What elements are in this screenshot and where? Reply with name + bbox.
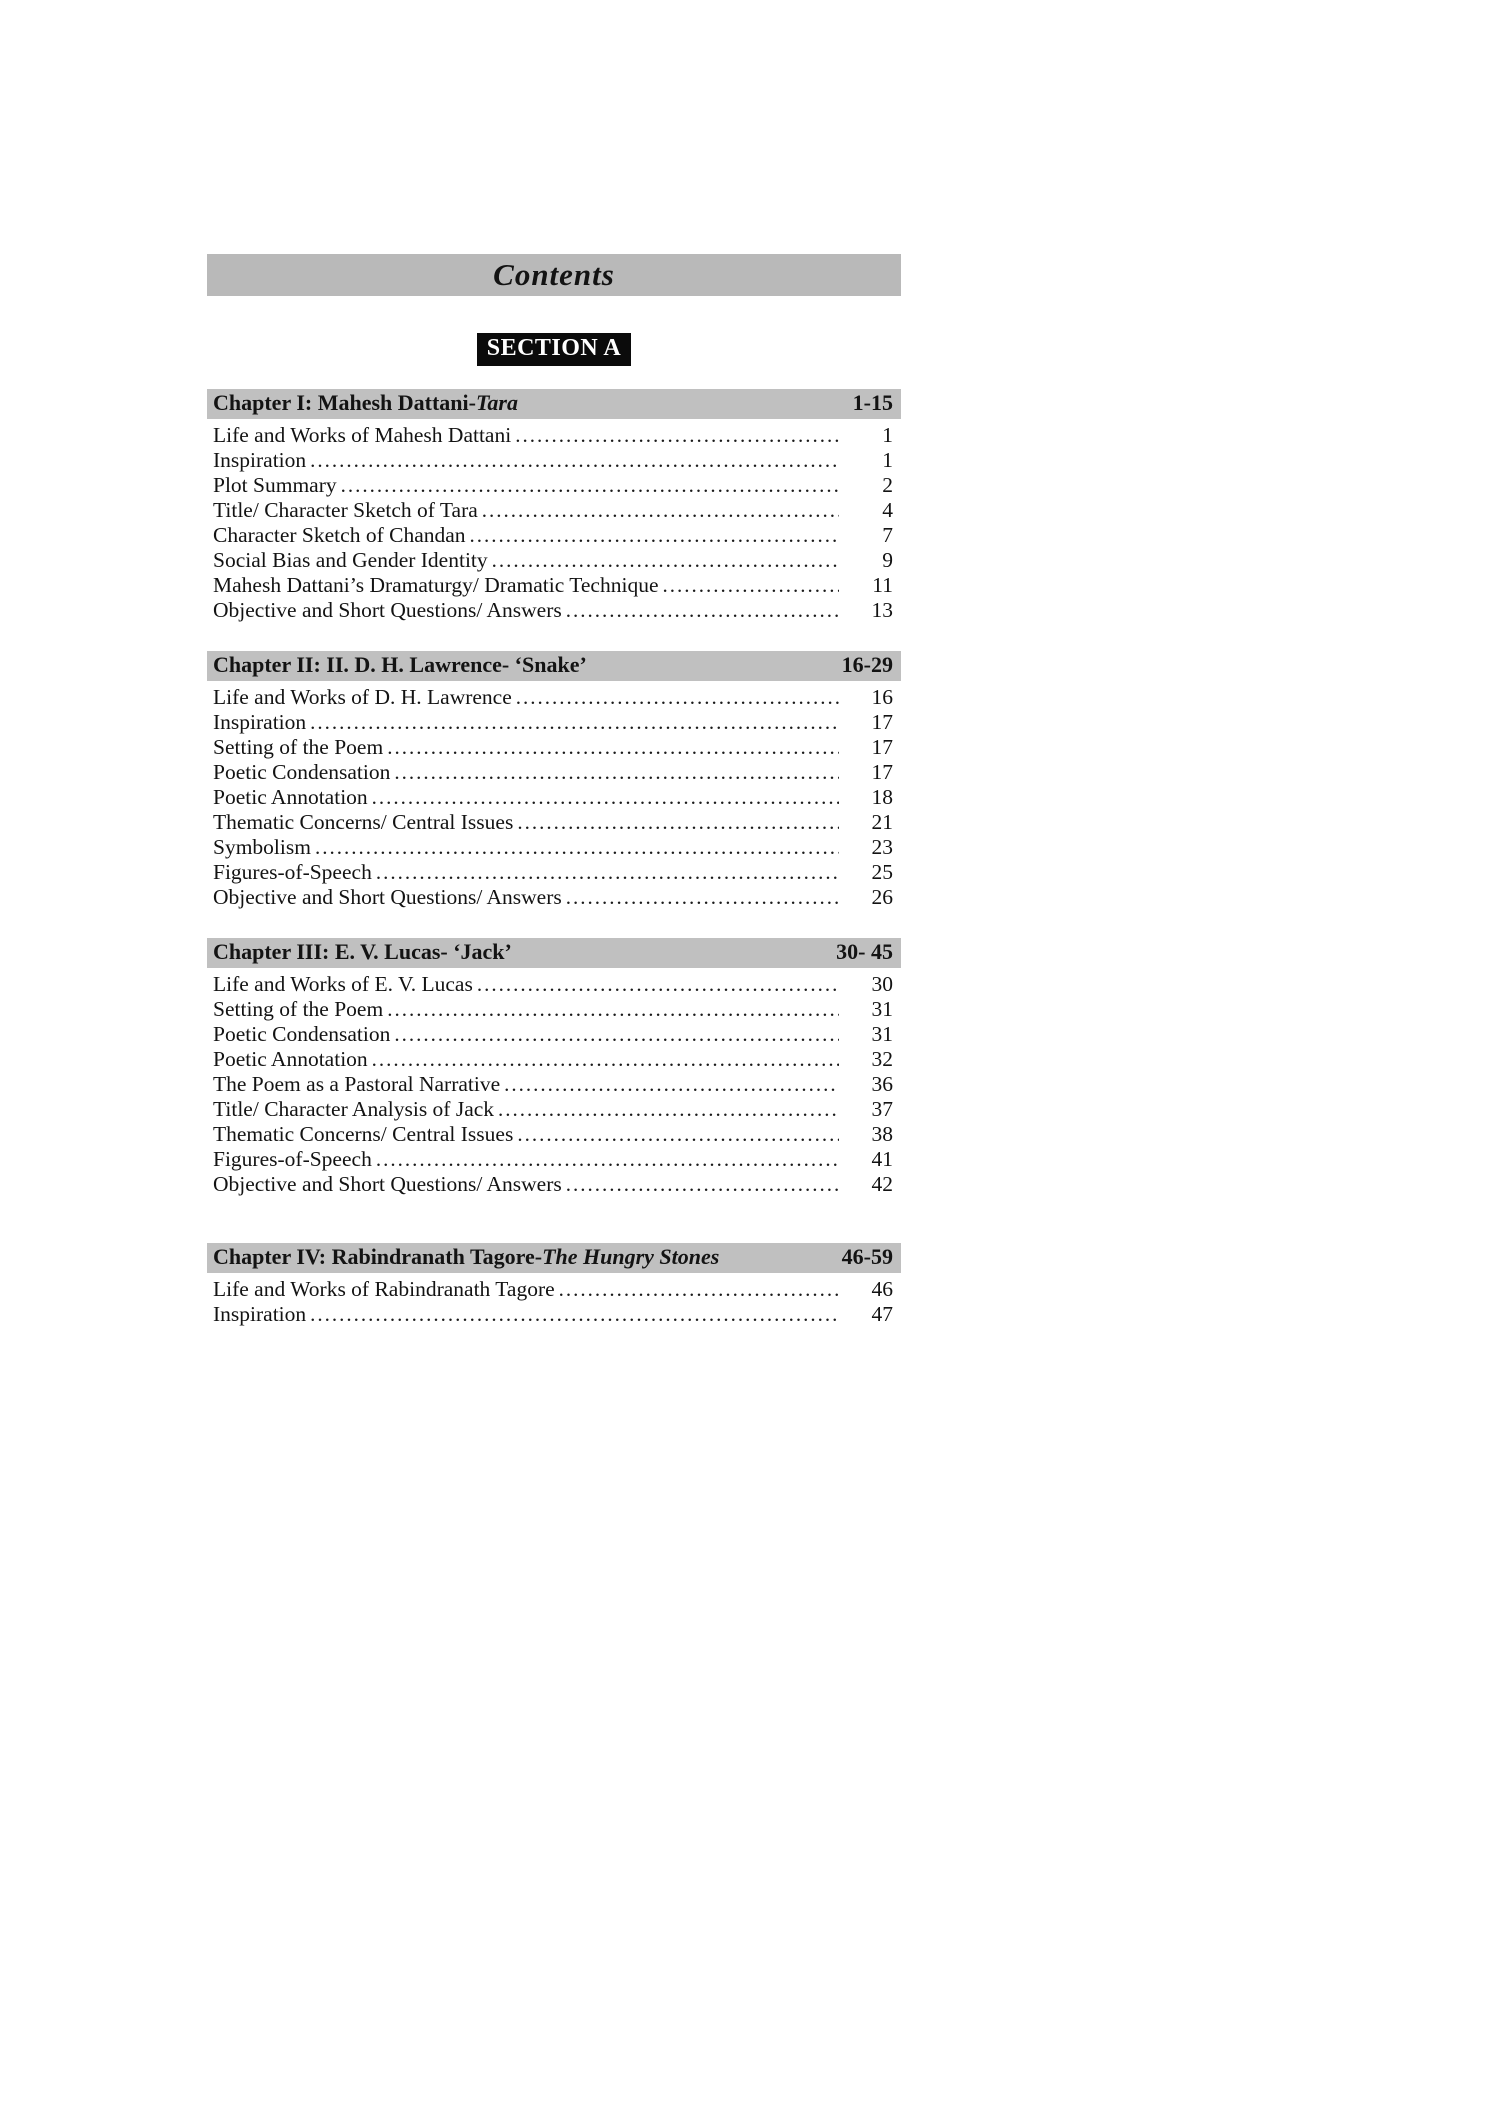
toc-entry <box>207 1302 901 1327</box>
entry-page-number: 11 <box>872 573 893 597</box>
entry-page-number: 13 <box>871 598 893 622</box>
dot-leader <box>315 835 839 860</box>
entry-label: Life and Works of Rabindranath Tagore <box>213 1277 555 1301</box>
entry-page-number: 36 <box>871 1072 893 1096</box>
page-title: Contents <box>493 257 615 292</box>
dot-leader <box>394 1022 839 1047</box>
dot-leader <box>663 573 840 598</box>
entry-page-number: 41 <box>871 1147 893 1171</box>
dot-leader <box>566 885 839 910</box>
chapter-title <box>213 1244 719 1270</box>
chapter-title <box>213 652 587 678</box>
toc-entry <box>207 885 901 910</box>
dot-leader <box>566 598 839 623</box>
dot-leader <box>310 448 839 473</box>
entry-label: Symbolism <box>213 835 311 859</box>
entry-label: Objective and Short Questions/ Answers <box>213 598 562 622</box>
entry-page-number: 47 <box>871 1302 893 1326</box>
toc-entry <box>207 710 901 735</box>
entry-label: Life and Works of D. H. Lawrence <box>213 685 512 709</box>
toc-entry <box>207 1022 901 1047</box>
entry-label: Setting of the Poem <box>213 735 384 759</box>
dot-leader <box>310 1302 839 1327</box>
entry-label: Inspiration <box>213 1302 307 1326</box>
chapter-page-range: 46-59 <box>841 1244 893 1269</box>
entry-label: Poetic Annotation <box>213 785 368 809</box>
dot-leader <box>515 423 839 448</box>
entry-page-number: 30 <box>871 972 893 996</box>
dot-leader <box>310 710 839 735</box>
toc-entry <box>207 498 901 523</box>
dot-leader <box>517 1122 839 1147</box>
entry-label: Life and Works of Mahesh Dattani <box>213 423 512 447</box>
entry-page-number: 46 <box>871 1277 893 1301</box>
chapter-title-roman: Chapter II: II. D. H. Lawrence- ‘Snake’ <box>213 652 587 677</box>
entry-page-number: 32 <box>871 1047 893 1071</box>
entry-page-number: 9 <box>882 548 893 572</box>
toc-entry <box>207 1122 901 1147</box>
entry-label: Figures-of-Speech <box>213 860 372 884</box>
entry-label: Poetic Condensation <box>213 760 391 784</box>
entry-page-number: 17 <box>871 710 893 734</box>
dot-leader <box>566 1172 839 1197</box>
chapter-header-bar <box>207 389 901 419</box>
entry-page-number: 31 <box>871 997 893 1021</box>
chapter-title-roman: Chapter III: E. V. Lucas- ‘Jack’ <box>213 939 512 964</box>
entry-label: Title/ Character Analysis of Jack <box>213 1097 495 1121</box>
chapter-page-range: 1-15 <box>852 390 893 415</box>
chapter-entries <box>207 681 901 910</box>
toc-entry <box>207 810 901 835</box>
chapter-header-bar <box>207 1243 901 1273</box>
toc-entry <box>207 972 901 997</box>
chapter-header-bar <box>207 938 901 968</box>
entry-page-number: 17 <box>871 735 893 759</box>
entry-label: Setting of the Poem <box>213 997 384 1021</box>
entry-label: Social Bias and Gender Identity <box>213 548 488 572</box>
chapter-block <box>207 389 901 623</box>
entry-label: Inspiration <box>213 710 307 734</box>
chapter-title-italic: Tara <box>475 390 518 415</box>
chapter-header-bar <box>207 651 901 681</box>
entry-page-number: 23 <box>871 835 893 859</box>
toc-entry <box>207 423 901 448</box>
section-row <box>207 333 901 366</box>
dot-leader <box>498 1097 839 1122</box>
entry-page-number: 21 <box>871 810 893 834</box>
entry-label: Objective and Short Questions/ Answers <box>213 1172 562 1196</box>
toc-entry <box>207 685 901 710</box>
dot-leader <box>376 1147 839 1172</box>
dot-leader <box>504 1072 839 1097</box>
dot-leader <box>559 1277 839 1302</box>
chapter-entries <box>207 419 901 623</box>
toc-entry <box>207 523 901 548</box>
entry-label: Plot Summary <box>213 473 337 497</box>
toc-entry <box>207 598 901 623</box>
entry-page-number: 1 <box>882 423 893 447</box>
toc-entry <box>207 860 901 885</box>
chapter-block <box>207 938 901 1197</box>
entry-page-number: 7 <box>882 523 893 547</box>
entry-page-number: 17 <box>871 760 893 784</box>
chapter-block <box>207 1243 901 1327</box>
entry-page-number: 26 <box>871 885 893 909</box>
dot-leader <box>372 785 839 810</box>
dot-leader <box>376 860 839 885</box>
entry-label: Objective and Short Questions/ Answers <box>213 885 562 909</box>
toc-entry <box>207 1072 901 1097</box>
contents-page <box>207 254 901 1327</box>
entry-label: Poetic Annotation <box>213 1047 368 1071</box>
chapter-title-roman: Chapter I: Mahesh Dattani- <box>213 390 476 415</box>
dot-leader <box>387 735 839 760</box>
dot-leader <box>394 760 839 785</box>
entry-page-number: 42 <box>871 1172 893 1196</box>
toc-entry <box>207 760 901 785</box>
entry-label: Life and Works of E. V. Lucas <box>213 972 473 996</box>
chapter-entries <box>207 968 901 1197</box>
entry-label: Figures-of-Speech <box>213 1147 372 1171</box>
toc-entry <box>207 1047 901 1072</box>
dot-leader <box>517 810 839 835</box>
dot-leader <box>516 685 839 710</box>
dot-leader <box>341 473 839 498</box>
toc-entry <box>207 548 901 573</box>
entry-label: The Poem as a Pastoral Narrative <box>213 1072 501 1096</box>
entry-page-number: 25 <box>871 860 893 884</box>
entry-page-number: 38 <box>871 1122 893 1146</box>
entry-page-number: 31 <box>871 1022 893 1046</box>
entry-page-number: 2 <box>882 473 893 497</box>
entry-page-number: 16 <box>871 685 893 709</box>
toc-entry <box>207 1277 901 1302</box>
entry-page-number: 4 <box>882 498 893 522</box>
chapter-page-range: 16-29 <box>841 652 893 677</box>
chapter-page-range: 30- 45 <box>836 939 893 964</box>
toc-entry <box>207 448 901 473</box>
entry-label: Thematic Concerns/ Central Issues <box>213 810 514 834</box>
entry-label: Inspiration <box>213 448 307 472</box>
entry-page-number: 37 <box>871 1097 893 1121</box>
entry-label: Thematic Concerns/ Central Issues <box>213 1122 514 1146</box>
dot-leader <box>372 1047 839 1072</box>
chapter-block <box>207 651 901 910</box>
dot-leader <box>482 498 839 523</box>
entry-label: Poetic Condensation <box>213 1022 391 1046</box>
entry-page-number: 1 <box>882 448 893 472</box>
toc-entry <box>207 835 901 860</box>
toc-entry <box>207 1172 901 1197</box>
chapter-title-italic: The Hungry Stones <box>542 1244 720 1269</box>
entry-label: Mahesh Dattani’s Dramaturgy/ Dramatic Technique <box>213 573 659 597</box>
chapters <box>207 389 901 1327</box>
toc-entry <box>207 473 901 498</box>
chapter-title-roman: Chapter IV: Rabindranath Tagore- <box>213 1244 543 1269</box>
dot-leader <box>492 548 839 573</box>
dot-leader <box>477 972 839 997</box>
chapter-title <box>213 939 512 965</box>
dot-leader <box>387 997 839 1022</box>
dot-leader <box>470 523 839 548</box>
toc-entry <box>207 735 901 760</box>
section-badge: SECTION A <box>477 333 632 366</box>
entry-label: Character Sketch of Chandan <box>213 523 466 547</box>
entry-page-number: 18 <box>871 785 893 809</box>
toc-entry <box>207 785 901 810</box>
entry-label: Title/ Character Sketch of Tara <box>213 498 478 522</box>
toc-entry <box>207 1147 901 1172</box>
toc-entry <box>207 1097 901 1122</box>
toc-entry <box>207 997 901 1022</box>
chapter-title <box>213 390 518 416</box>
toc-entry <box>207 573 901 598</box>
chapter-entries <box>207 1273 901 1327</box>
contents-title-bar <box>207 254 901 296</box>
